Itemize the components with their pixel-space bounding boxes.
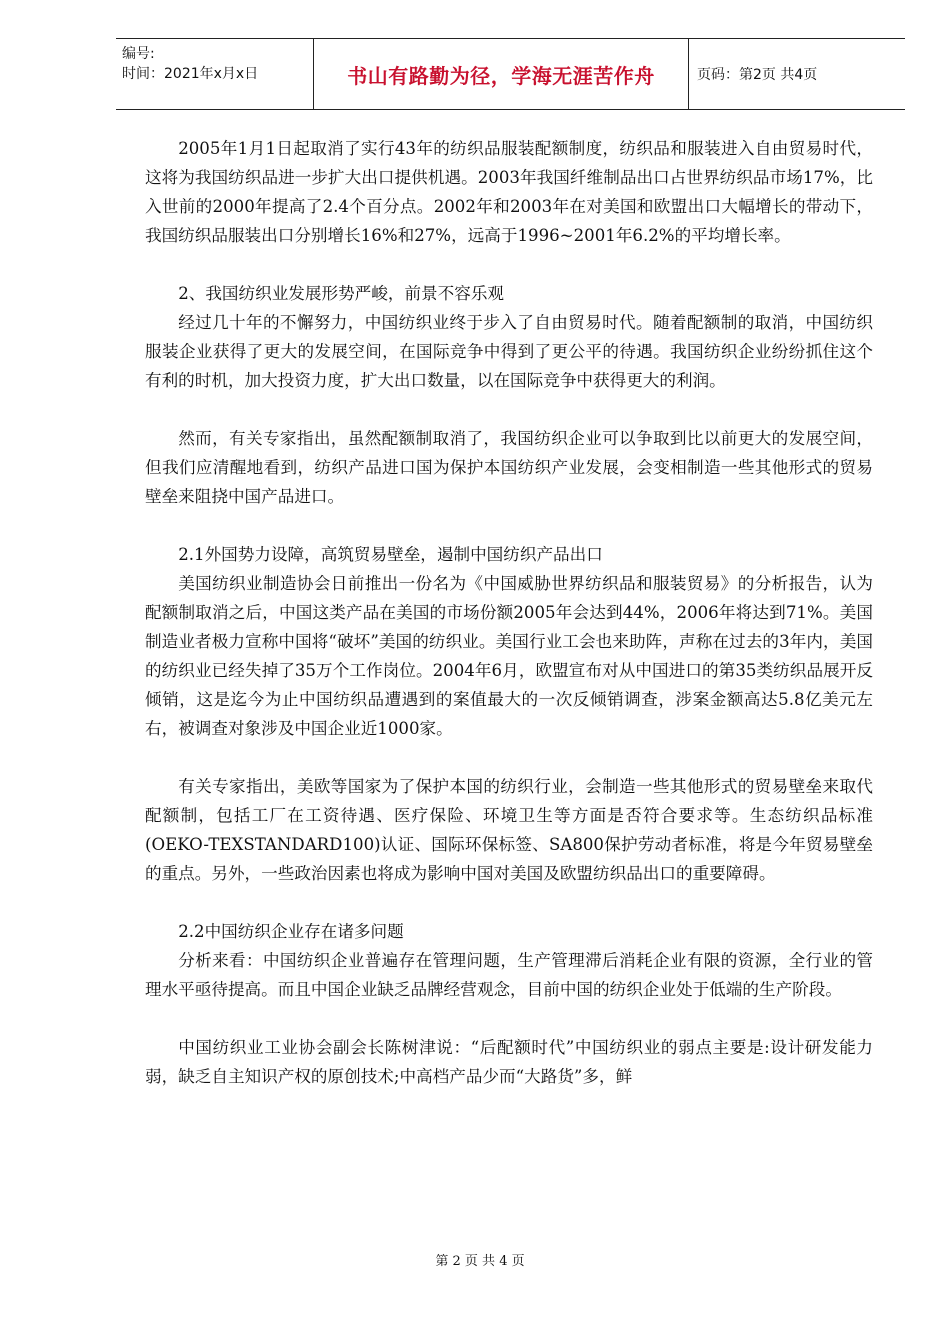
- section-heading-2: 2、我国纺织业发展形势严峻，前景不容乐观: [178, 284, 505, 303]
- paragraph-management-issues: 分析来看：中国纺织企业普遍存在管理问题，生产管理滞后消耗企业有限的资源，全行业的管理水平亟待提高。而且中国企业缺乏品牌经营观念，目前中国的纺织企业处于低端的生产阶段。: [145, 951, 873, 999]
- paragraph-free-trade-era: 经过几十年的不懈努力，中国纺织业终于步入了自由贸易时代。随着配额制的取消，中国纺织服装企业获得了更大的发展空间，在国际竞争中得到了更公平的待遇。我国纺织企业纷纷抓住这个有利的时机，加大投资力度，扩大出口数量，以在国际竞争中获得更大的利润。: [145, 313, 873, 390]
- section-heading-2-2: 2.2中国纺织企业存在诸多问题: [178, 922, 404, 941]
- document-number-label: 编号:: [122, 46, 155, 62]
- document-date-label: 时间：2021年x月x日: [122, 66, 259, 82]
- paragraph-us-report: 美国纺织业制造协会日前推出一份名为《中国威胁世界纺织品和服装贸易》的分析报告，认为配额制取消之后，中国这类产品在美国的市场份额2005年会达到44%，2006年将达到71%。美国制造业者极力宣称中国将“破坏”美国的纺织业。美国行业工会也来助阵，声称在过去的3年内，美国的纺织业已经失掉了35万个工作岗位。2004年6月，欧盟宣布对从中国进口的第35类纺织品展开反倾销，这是迄今为止中国纺织品遭遇到的案值最大的一次反倾销调查，涉案金额高达5.8亿美元左右，被调查对象涉及中国企业近1000家。: [145, 574, 873, 738]
- paragraph-trade-barriers: 有关专家指出，美欧等国家为了保护本国的纺织行业，会制造一些其他形式的贸易壁垒来取代配额制，包括工厂在工资待遇、医疗保险、环境卫生等方面是否符合要求等。生态纺织品标准(OEKO-TEXSTANDARD100)认证、国际环保标签、SA800保护劳动者标准，将是今年贸易壁垒的重点。另外，一些政治因素也将成为影响中国对美国及欧盟纺织品出口的重要障碍。: [145, 777, 873, 883]
- page-header: [116, 38, 905, 110]
- header-page-number: 页码：第2页 共4页: [697, 67, 818, 83]
- document-body: [145, 134, 873, 1091]
- page-footer: 第 2 页 共 4 页: [435, 1254, 525, 1269]
- paragraph-expert-warning: 然而，有关专家指出，虽然配额制取消了，我国纺织企业可以争取到比以前更大的发展空间，但我们应清醒地看到，纺织产品进口国为保护本国纺织产业发展，会变相制造一些其他形式的贸易壁垒来阻挠中国产品进口。: [145, 429, 873, 506]
- header-info-cell: [116, 39, 314, 109]
- header-motto: 书山有路勤为径，学海无涯苦作舟: [314, 39, 689, 109]
- paragraph-weaknesses: 中国纺织业工业协会副会长陈树津说：“后配额时代”中国纺织业的弱点主要是:设计研发能力弱，缺乏自主知识产权的原创技术;中高档产品少而“大路货”多，鲜: [145, 1038, 873, 1086]
- paragraph-quota-abolition: 2005年1月1日起取消了实行43年的纺织品服装配额制度，纺织品和服装进入自由贸易时代，这将为我国纺织品进一步扩大出口提供机遇。2003年我国纤维制品出口占世界纺织品市场17%，比入世前的2000年提高了2.4个百分点。2002年和2003年在对美国和欧盟出口大幅增长的带动下，我国纺织品服装出口分别增长16%和27%，远高于1996~2001年6.2%的平均增长率。: [145, 139, 873, 245]
- section-heading-2-1: 2.1外国势力设障，高筑贸易壁垒，遏制中国纺织产品出口: [178, 545, 603, 564]
